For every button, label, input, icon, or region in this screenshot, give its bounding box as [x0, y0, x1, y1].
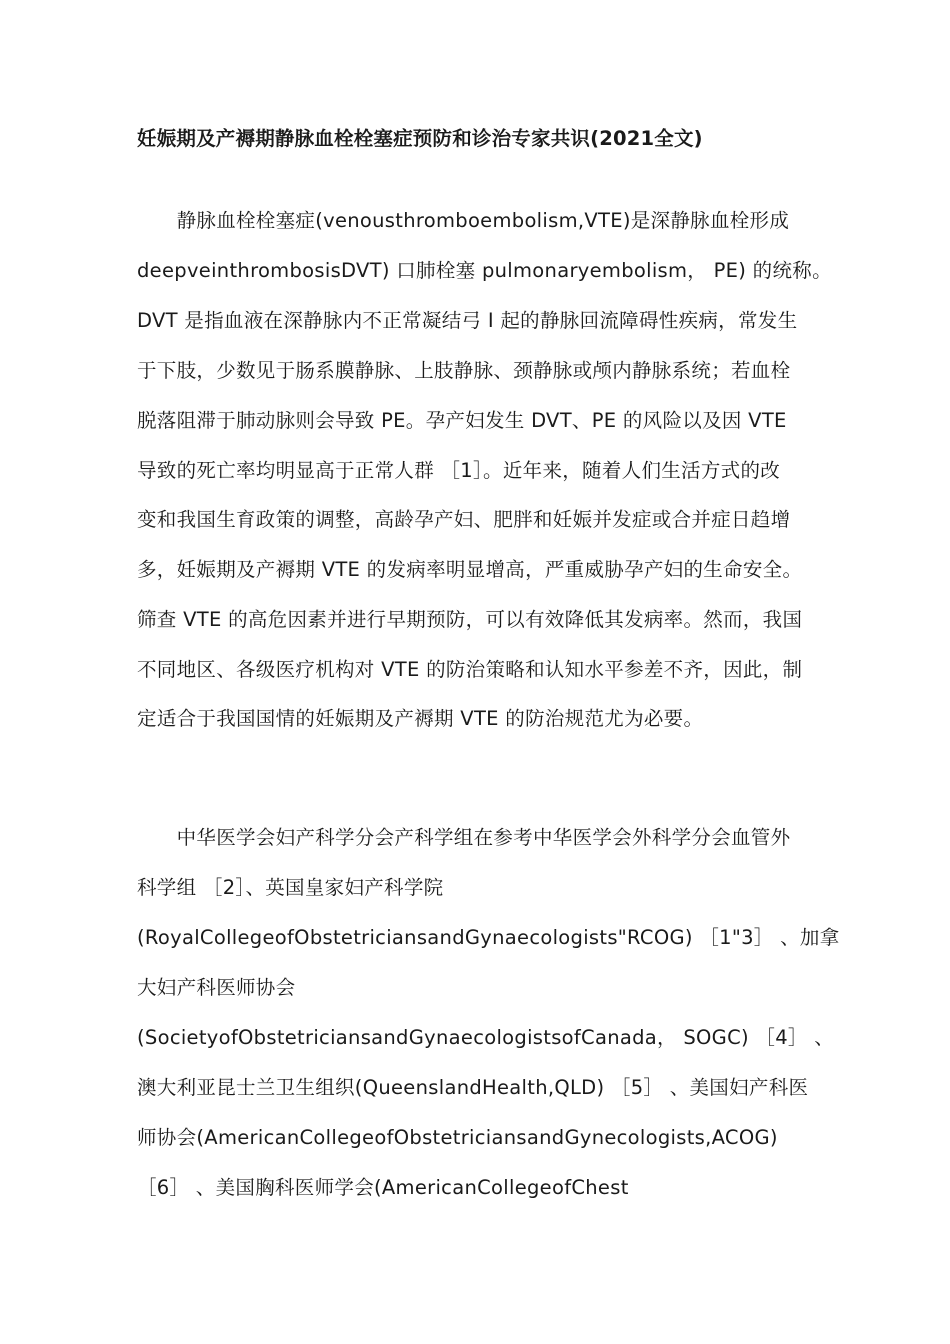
paragraph-2-line: 澳大利亚昆士兰卫生组织(QueenslandHealth,QLD) ［5］ 、美国妇产科医: [137, 1076, 809, 1099]
paragraph-1-line: DVT 是指血液在深静脉内不正常凝结弓 I 起的静脉回流障碍性疾病，常发生: [137, 309, 798, 332]
paragraph-2-line: 师协会(AmericanCollegeofObstetriciansandGynecologists,ACOG): [137, 1126, 778, 1149]
paragraph-2-line: ［6］ 、美国胸科医师学会(AmericanCollegeofChest: [137, 1176, 629, 1199]
paragraph-1-line: 多，妊娠期及产褥期 VTE 的发病率明显增高，严重威胁孕产妇的生命安全。: [137, 558, 803, 581]
paragraph-2-line: 中华医学会妇产科学分会产科学组在参考中华医学会外科学分会血管外: [137, 826, 791, 849]
paragraph-1-line: 变和我国生育政策的调整，高龄孕产妇、肥胖和妊娠并发症或合并症日趋增: [137, 508, 791, 531]
document-title: 妊娠期及产褥期静脉血栓栓塞症预防和诊治专家共识(2021全文): [137, 127, 703, 150]
paragraph-1-line: 筛查 VTE 的高危因素并进行早期预防，可以有效降低其发病率。然而，我国: [137, 608, 803, 631]
paragraph-1-line: 定适合于我国国情的妊娠期及产褥期 VTE 的防治规范尤为必要。: [137, 707, 704, 730]
paragraph-1-line: 脱落阻滞于肺动脉则会导致 PE。孕产妇发生 DVT、PE 的风险以及因 VTE: [137, 409, 787, 432]
paragraph-1-line: 不同地区、各级医疗机构对 VTE 的防治策略和认知水平参差不齐，因此，制: [137, 658, 803, 681]
paragraph-2-line: (RoyalCollegeofObstetriciansandGynaecologists"RCOG) ［1"3］ 、加拿: [137, 926, 840, 949]
paragraph-1-line: 于下肢，少数见于肠系膜静脉、上肢静脉、颈静脉或颅内静脉系统；若血栓: [137, 359, 791, 382]
paragraph-1-line: deepveinthrombosisDVT) 口肺栓塞 pulmonaryembolism， PE) 的统称。: [137, 259, 832, 282]
paragraph-2-line: 科学组 ［2］、英国皇家妇产科学院: [137, 876, 444, 899]
paragraph-1-line: 导致的死亡率均明显高于正常人群 ［1］。近年来，随着人们生活方式的改: [137, 459, 781, 482]
paragraph-2-line: (SocietyofObstetriciansandGynaecologistsofCanada， SOGC) ［4］ 、: [137, 1026, 835, 1049]
paragraph-1-line: 静脉血栓栓塞症(venousthromboembolism,VTE)是深静脉血栓形成: [137, 209, 790, 232]
paragraph-2-line: 大妇产科医师协会: [137, 976, 296, 999]
